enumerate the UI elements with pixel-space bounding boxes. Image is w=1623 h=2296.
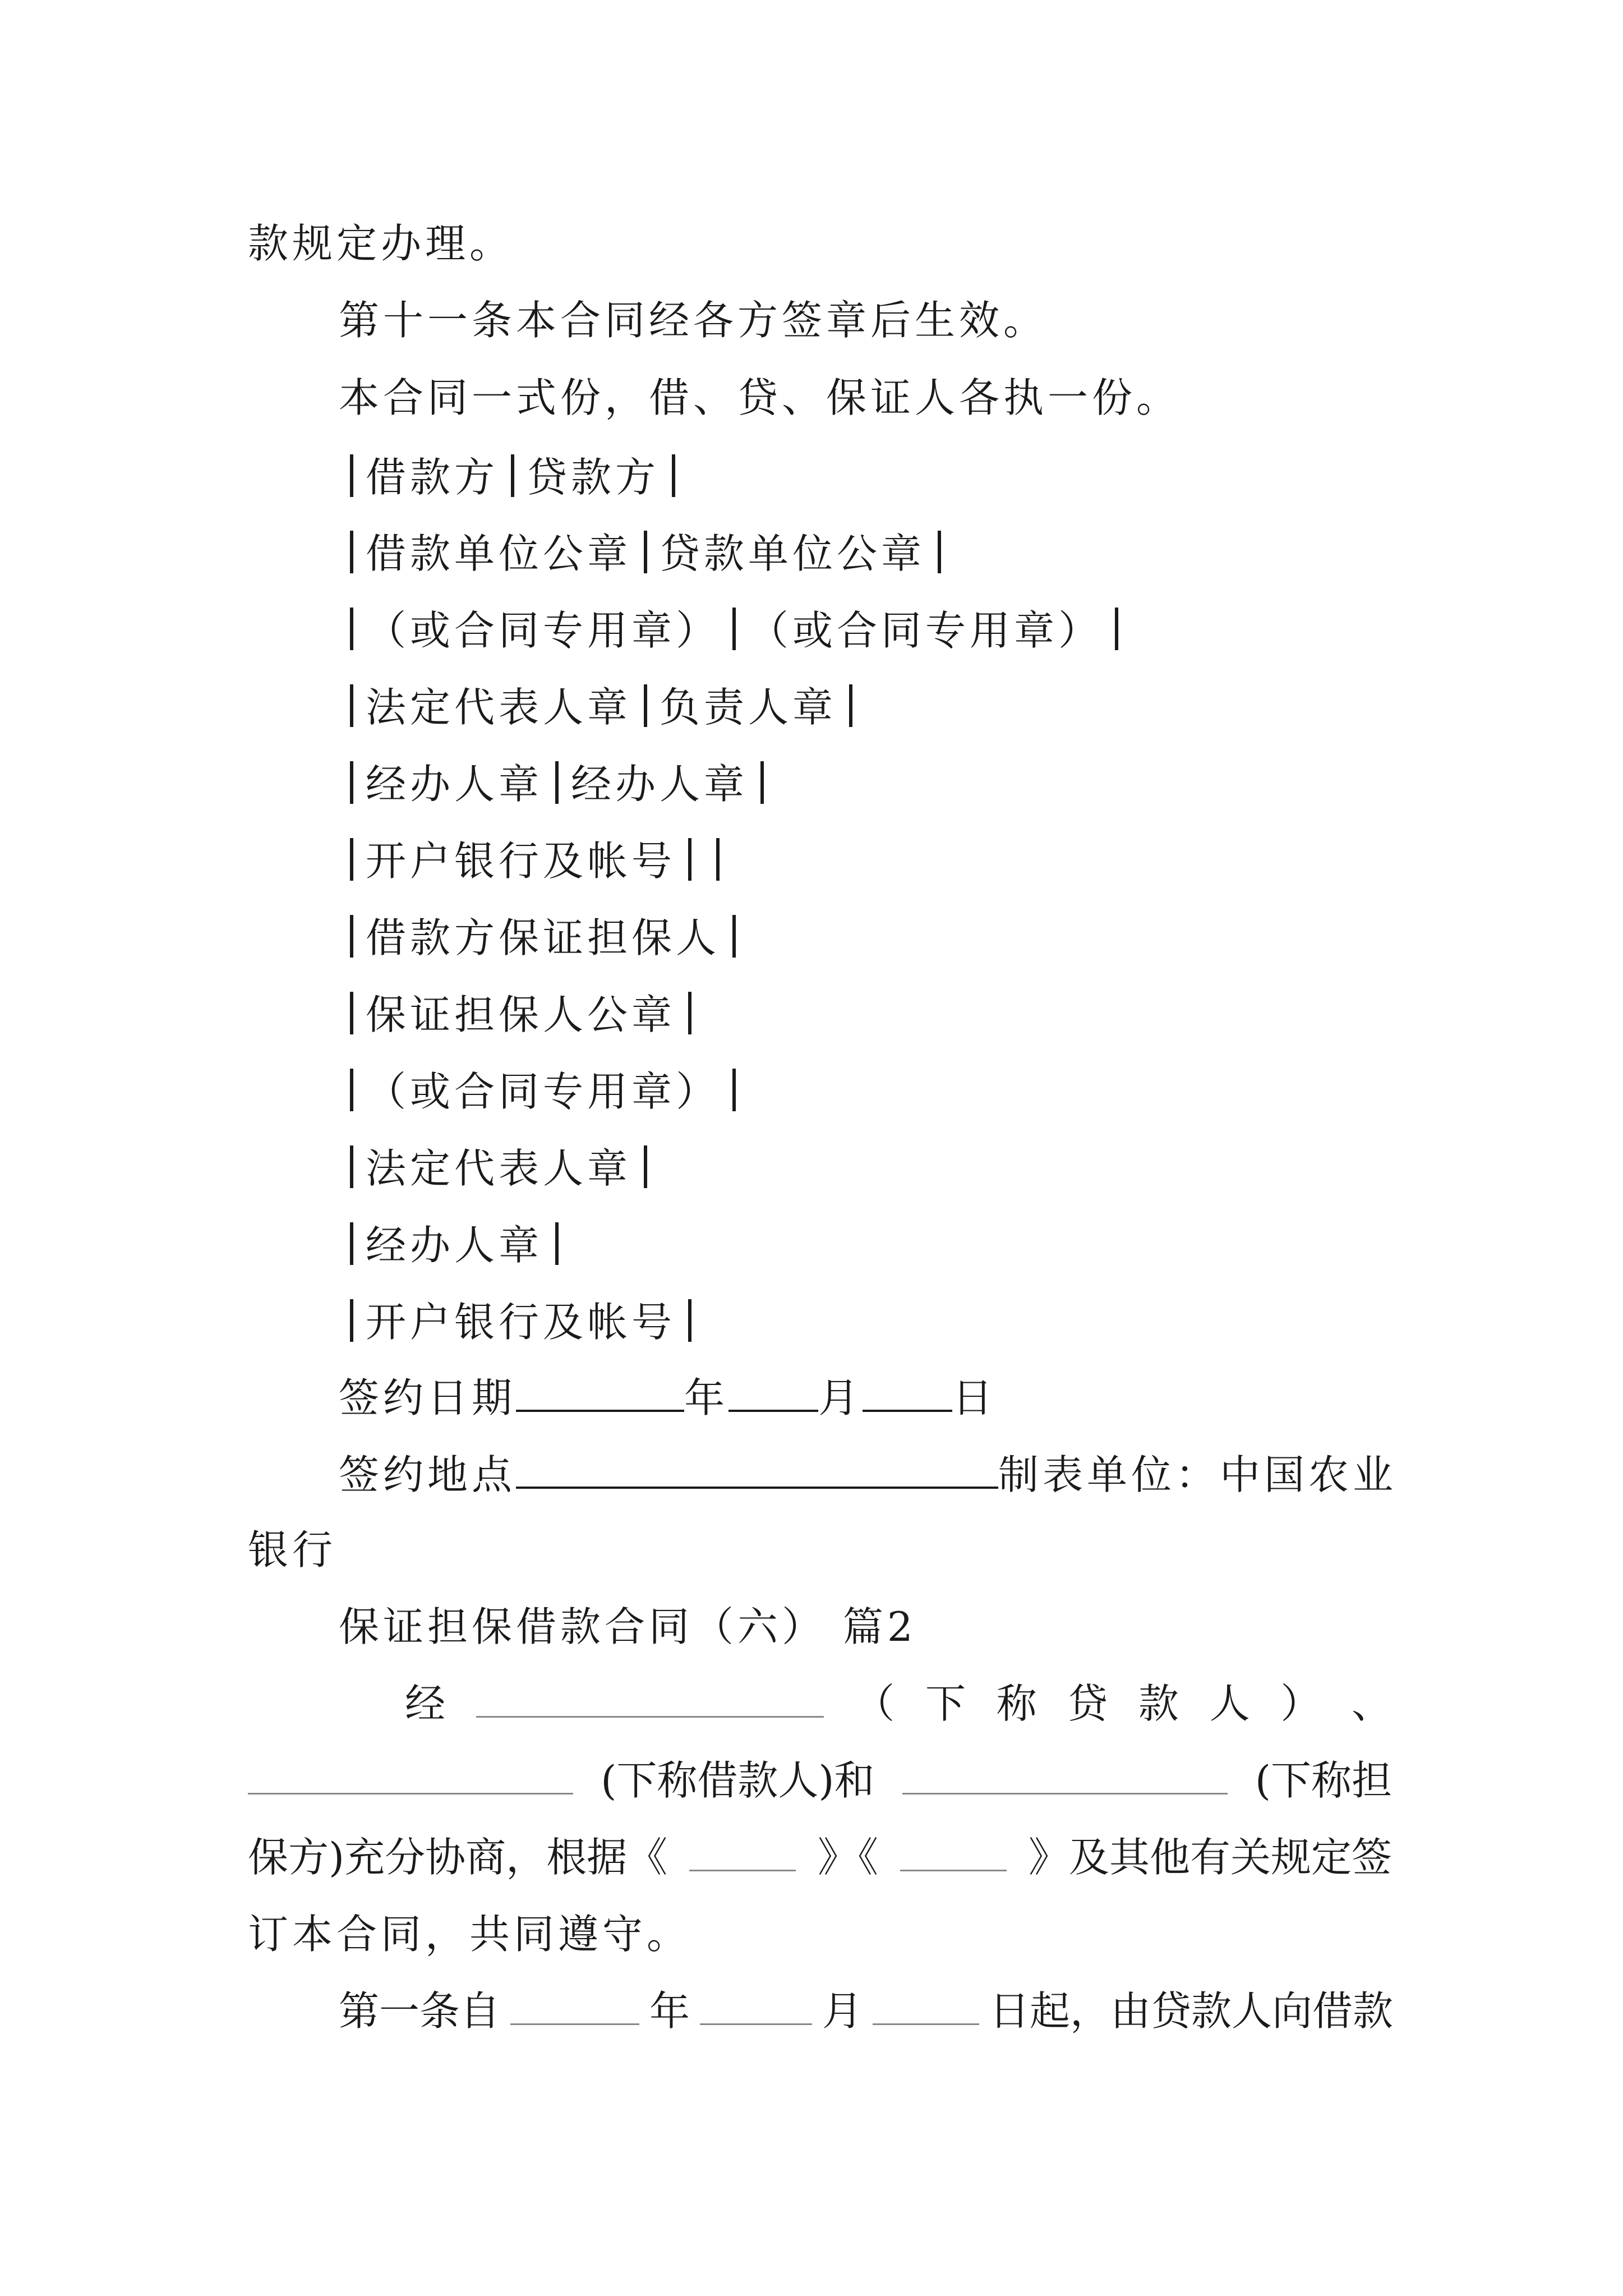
sign-row: 法定代表人章: [339, 1145, 1393, 1189]
sign-row: 借款方 贷款方: [339, 454, 1393, 498]
copies-clause: 本合同一式份，借、贷、保证人各执一份。: [339, 374, 1181, 421]
sign-row: 开户银行及帐号: [339, 838, 1393, 881]
sign-row: 保证担保人公章: [339, 992, 1393, 1035]
article-11: 第十一条本合同经各方签章后生效。: [339, 297, 1048, 344]
section-heading: 保证担保借款合同（六） 篇2: [339, 1603, 917, 1650]
paragraph-line: (下称借款人)和 (下称担: [248, 1760, 1392, 1801]
paragraph-line: 订本合同，共同遵守。: [248, 1911, 691, 1958]
paragraph-line: 经 （ 下 称 贷 款 人 ） 、: [405, 1680, 1392, 1727]
sign-row: （或合同专用章） （或合同专用章）: [339, 608, 1393, 651]
sign-place-line: 签约地点 制表单位：中国农业: [339, 1451, 1398, 1498]
sign-row: 借款单位公章 贷款单位公章: [339, 531, 1393, 574]
sign-row: （或合同专用章）: [339, 1069, 1393, 1112]
sign-date-line: 签约日期 年 月 日: [339, 1374, 997, 1421]
sign-row: 经办人章: [339, 1222, 1393, 1266]
paragraph-line: 保方)充分协商，根据《 》《 》及其他有关规定签: [248, 1834, 1392, 1881]
sign-row: 法定代表人章 负责人章: [339, 684, 1393, 728]
text-line: 银行: [248, 1526, 337, 1573]
sign-row: 经办人章 经办人章: [339, 761, 1393, 804]
sign-row: 借款方保证担保人: [339, 915, 1393, 958]
sign-row: 开户银行及帐号: [339, 1299, 1393, 1342]
text-line: 款规定办理。: [248, 220, 514, 267]
article-1: 第一条自 年 月 日起，由贷款人向借款: [339, 1987, 1393, 2035]
